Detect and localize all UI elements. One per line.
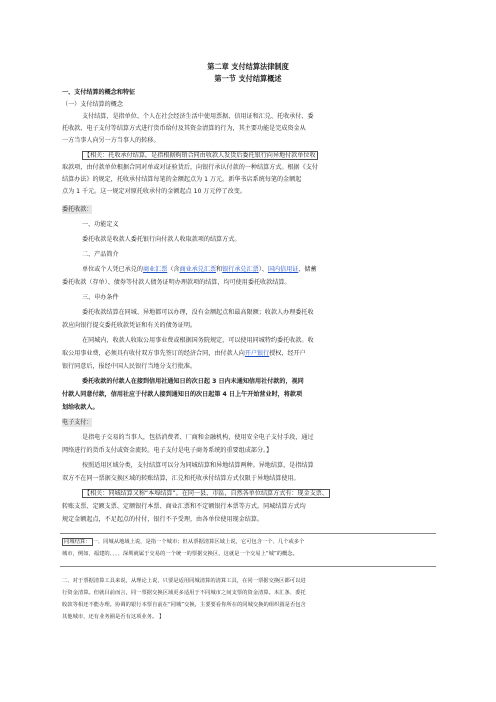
tag-entrusted-collection: 委托收款：: [62, 206, 93, 213]
text: ）、: [258, 266, 268, 273]
paragraph-line: 按照适用区域分类，支付结算可以分为同城结算和异地结算两种。异地结算，是指结算: [82, 462, 314, 469]
paragraph-line: 委托收款是收款人委托银行向付款人收取款项的结算方式。: [82, 236, 241, 243]
paragraph-line: 托收款、电子支付等结算方式进行货币给付及其资金清算的行为，其主要功能是完成资金从: [62, 125, 306, 132]
tag-same-city: 同城结算：: [64, 539, 91, 545]
note-line: 转账支票、定额支票、定额银行本票、商业汇票和不定额银行本票等方式。同城结算方式均: [62, 503, 306, 510]
box-line: 城市，例如，福建的、、、、深圳就属于交易的一个统一的票据交换区，这就是一个交易上“城”的概念。: [62, 551, 298, 557]
link-opening-bank[interactable]: 开户银行: [244, 350, 270, 357]
paragraph-line: 委托收款结算在同城、异地都可以办理，没有金额起点和最高限额；收款人办理委托收: [82, 309, 314, 316]
subheading-conditions: 三、申办条件: [82, 294, 119, 301]
paragraph-line: 支付结算，是指单位、个人在社会经济生活中使用票据、信用证和汇兑、托收承付、委: [82, 113, 314, 120]
chapter-title: 第二章 支付结算法律制度: [207, 62, 289, 71]
paragraph-line: 委托收款（存单）、债券等付款人债务证明办理款项的结算，均可使用委托收款结算。: [62, 279, 291, 286]
note-line: [82, 489, 330, 498]
text: 授权，经开户: [269, 350, 306, 357]
paragraph-line: 款应向银行提交委托收款凭证和有关的债务证明。: [62, 322, 197, 329]
subheading-function: 一、功能定义: [82, 221, 119, 228]
subheading-concept: （一）支付结算的概念: [62, 101, 123, 108]
text: 单位或个人凭已承兑的: [82, 266, 143, 273]
note-line: 规定金额起点，不足起点的付付，银行不予受理，由各单位使用现金结算。: [62, 516, 264, 523]
box-line: 二、对于票据清算工具来说，从理论上说，只要是适用同城清算的清算工具，在同一票据交换区都可以进: [62, 578, 306, 584]
text: （含: [167, 266, 180, 273]
bold-paragraph-line: 划给收款人。: [62, 404, 99, 411]
paragraph-line: 双方不在同一票据交换区域的转账结算，汇兑和托收承付结算方式仅限于异地结算使用。: [62, 475, 300, 482]
related-note: 【相关：同城结算又称“本埠结算”。在同一县、市區，自然各单位结算方式有：现金支票、: [84, 490, 328, 497]
section-title: 第一节 支付结算概述: [214, 74, 282, 83]
link-domestic-lc[interactable]: 国内信用证: [267, 266, 299, 273]
tag-electronic-payment: 电子支付：: [62, 419, 93, 426]
paragraph-line: 是指电子交易的当事人，包括消费者、厂商和金融机构，使用安全电子支付手段，通过: [82, 434, 314, 441]
link-bank-acceptance[interactable]: 银行承兑汇票: [222, 266, 259, 273]
box-line: [62, 538, 304, 546]
text: 和: [216, 266, 223, 273]
box-line: 行资金清算。但就目前而言，同一票据交换区域更多适用于不同城市之间支票的资金清算。本汇条、委托: [62, 590, 306, 596]
note-line: 点为 1 千元。这一规定对原托收承付的金额起点 10 万元停了改变。: [62, 188, 246, 195]
related-note: 【相关：托收承付结算，是指根据购销合同由收款人发货后委托银行向异地付款单位收: [84, 152, 316, 159]
note-line: 结算办法》的规定，托收承付结算每笔的金额起点为 1 万元。新华书店系统每笔的金额起: [62, 176, 302, 183]
paragraph-line: 银行同意后，报经中国人民银行当地分支行批准。: [62, 363, 197, 370]
bold-paragraph-line: 付款人同意付款，信用社应于付款人接到通知日的次日起第 4 日上午开始营业时，将款项: [62, 391, 303, 398]
text: 一、同城从地域上说，是指一个城市；但从票据清算区域上说，它可包含一个、几个或多个: [92, 539, 305, 545]
paragraph-line: 一方当事人向另一方当事人的转移。: [62, 137, 160, 144]
paragraph-line: [82, 265, 317, 274]
paragraph-line: [62, 349, 306, 358]
paragraph-line: 在同城内，收款人收取公用事业费或根据国务院规定，可以使用同城特约委托收款。收: [82, 337, 314, 344]
box-line: 收款等相还不能办理。协调的银行本票自前在“同城”交换，主要要看你所在的同城交换的组织圆是否包含: [62, 602, 306, 608]
divider: [60, 566, 436, 567]
text: 取公用事业费，必须具有收付双方事先签订的经济合同，由付款人向: [62, 350, 245, 357]
paragraph-line: 网络进行的货币支付或资金流转。电子支付是电子商务系统的重要组成部分。】: [62, 447, 273, 454]
text: 、储蓄: [298, 266, 317, 273]
bold-paragraph-line: 委托收款的付款人在接到信用社通知日的次日起 3 日内未通知信用社付款的，视同: [82, 378, 304, 385]
link-commercial-acceptance[interactable]: 商业承兑汇票: [179, 266, 217, 273]
subheading-product: 二、产品简介: [82, 251, 119, 258]
note-line: 取款项，由付款单位根据合同对单或对证验货后，向银行承认付款的一种结算方式。根据《支付: [62, 164, 318, 171]
box-line: 其他城市，还有业务圈是否有这项业务。 】: [62, 614, 165, 620]
heading-concept: 一、支付结算的概念和特征: [62, 89, 136, 96]
divider: [60, 533, 436, 534]
note-line: [82, 151, 318, 160]
link-commercial-draft[interactable]: 商业汇票: [142, 266, 168, 273]
